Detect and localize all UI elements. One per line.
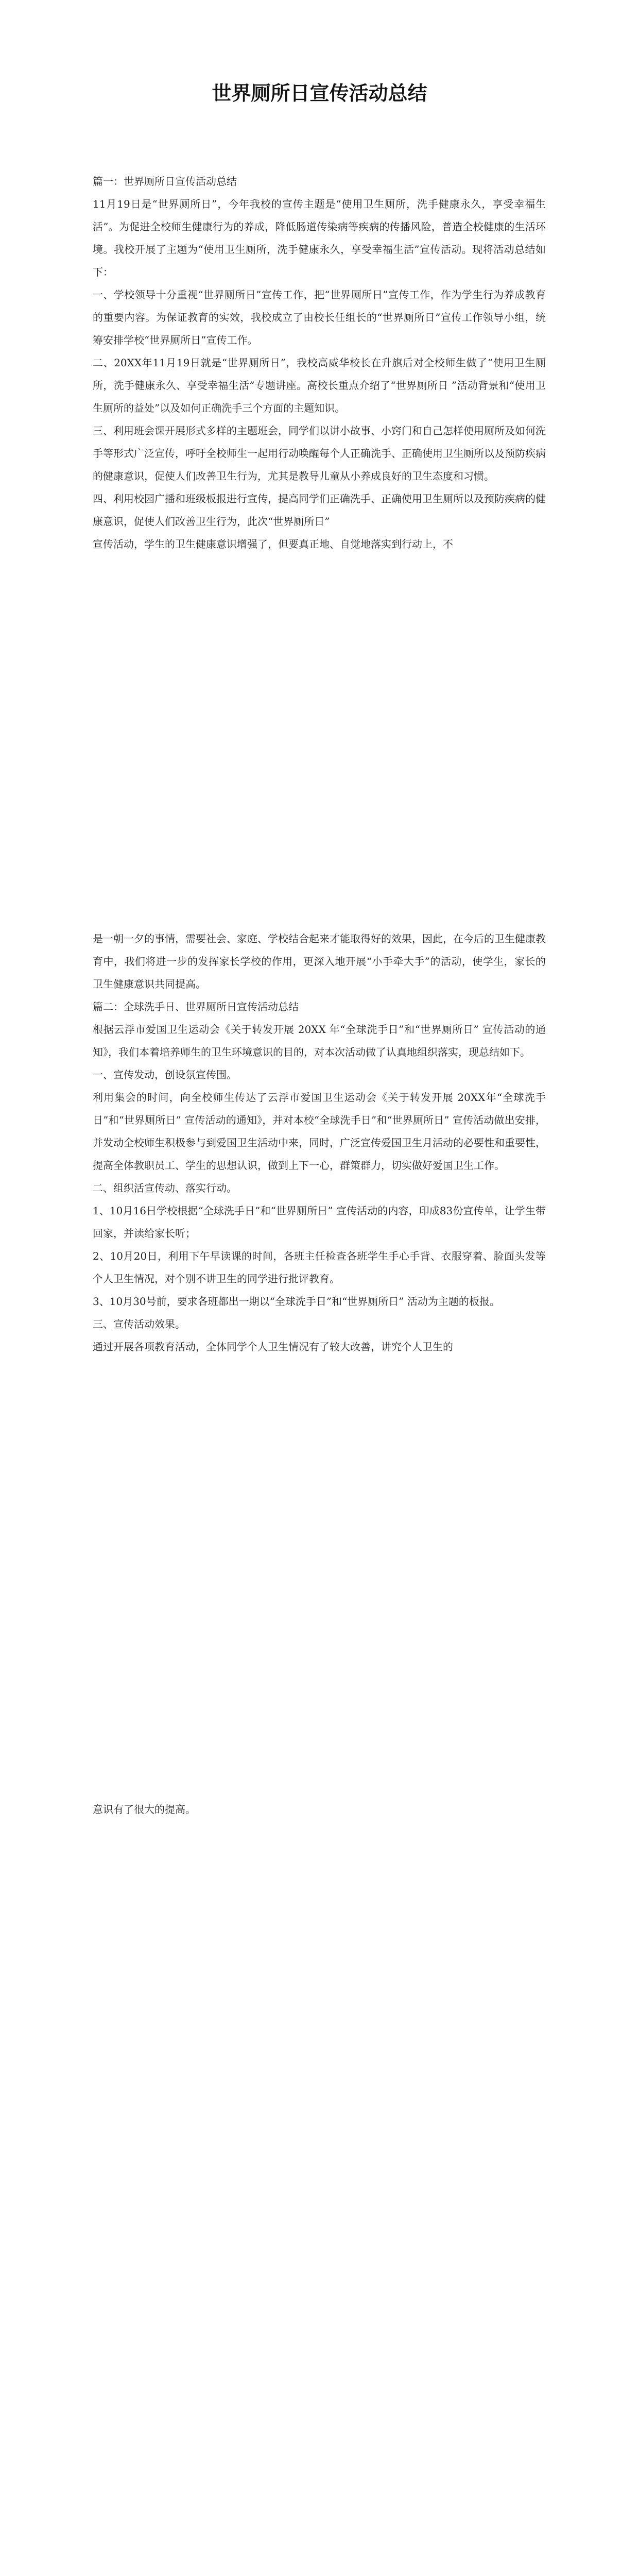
paragraph: 一、学校领导十分重视“世界厕所日”宣传工作，把“世界厕所日”宣传工作，作为学生行为养成教育的重要内容。为保证教育的实效，我校成立了由校长任组长的“世界厕所日”宣传工作领导小组，统筹安排学校“世界厕所日”宣传工作。 <box>93 289 546 346</box>
paragraph: 2、10月20日，利用下午早读课的时间，各班主任检查各班学生手心手背、衣服穿着、脸面头发等个人卫生情况，对个别不讲卫生的同学进行批评教育。 <box>93 1250 546 1285</box>
paragraph: 篇一：世界厕所日宣传活动总结 <box>93 175 237 188</box>
paragraph: 宣传活动，学生的卫生健康意识增强了，但要真正地、自觉地落实到行动上，不 <box>93 538 453 550</box>
page-title: 世界厕所日宣传活动总结 <box>212 81 427 105</box>
paragraph: 二、20XX年11月19日就是“世界厕所日”，我校高威华校长在升旗后对全校师生做了“使用卫生厕所，洗手健康永久、享受幸福生活”专题讲座。高校长重点介绍了“世界厕所日 ”活动背景和“使用卫生厕所的益处”以及如何正确洗手三个方面的主题知识。 <box>93 357 546 414</box>
paragraph: 篇二：全球洗手日、世界厕所日宣传活动总结 <box>93 1001 299 1013</box>
section-3 <box>93 1798 546 1821</box>
paragraph: 通过开展各项教育活动，全体同学个人卫生情况有了较大改善，讲究个人卫生的 <box>93 1341 453 1353</box>
section-1 <box>93 170 546 555</box>
paragraph: 根据云浮市爱国卫生运动会《关于转发开展 20XX 年“全球洗手日”和“世界厕所日” 宣传活动的通知》，我们本着培养师生的卫生环境意识的目的，对本次活动做了认真地组织落实，现总结如下。 <box>93 1023 546 1058</box>
paragraph: 利用集会的时间，向全校师生传达了云浮市爱国卫生运动会《关于转发开展 20XX年“全球洗手日”和“世界厕所日” 宣传活动的通知》，并对本校“全球洗手日”和“世界厕所日” 宣传活动做出安排，并发动全校师生积极参与到爱国卫生活动中来，同时，广泛宣传爱国卫生月活动的必要性和重要性，提高全体教职员工、学生的思想认识，做到上下一心，群策群力，切实做好爱国卫生工作。 <box>93 1091 546 1172</box>
section-2 <box>93 927 546 1358</box>
paragraph: 3、10月30号前，要求各班都出一期以“全球洗手日”和“世界厕所日” 活动为主题的板报。 <box>93 1295 500 1308</box>
paragraph: 三、利用班会课开展形式多样的主题班会，同学们以讲小故事、小窍门和自己怎样使用厕所及如何洗手等形式广泛宣传，呼吁全校师生一起用行动唤醒每个人正确洗手、正确使用卫生厕所以及预防疾病的健康意识，促使人们改善卫生行为，尤其是教导儿童从小养成良好的卫生态度和习惯。 <box>93 425 546 482</box>
paragraph: 二、组织活宣传动、落实行动。 <box>93 1182 237 1194</box>
paragraph: 三、宣传活动效果。 <box>93 1318 185 1330</box>
paragraph: 1、10月16日学校根据“全球洗手日”和“世界厕所日” 宣传活动的内容，印成83份宣传单，让学生带回家，并读给家长听； <box>93 1205 546 1240</box>
paragraph: 是一朝一夕的事情，需要社会、家庭、学校结合起来才能取得好的效果，因此，在今后的卫生健康教育中，我们将进一步的发挥家长学校的作用，更深入地开展“小手牵大手”的活动，使学生，家长的卫生健康意识共同提高。 <box>93 933 546 990</box>
paragraph: 一、宣传发动，创设氛宣传围。 <box>93 1069 237 1081</box>
paragraph: 四、利用校园广播和班级板报进行宣传，提高同学们正确洗手、正确使用卫生厕所以及预防疾病的健康意识，促使人们改善卫生行为，此次“世界厕所日” <box>93 493 546 528</box>
paragraph: 意识有了很大的提高。 <box>93 1803 196 1816</box>
paragraph: 11月19日是“世界厕所日”，今年我校的宣传主题是“使用卫生厕所，洗手健康永久，享受幸福生活”。为促进全校师生健康行为的养成，降低肠道传染病等疾病的传播风险，普造全校健康的生活环境。我校开展了主题为“使用卫生厕所，洗手健康永久，享受幸福生活”宣传活动。现将活动总结如下： <box>93 198 546 278</box>
